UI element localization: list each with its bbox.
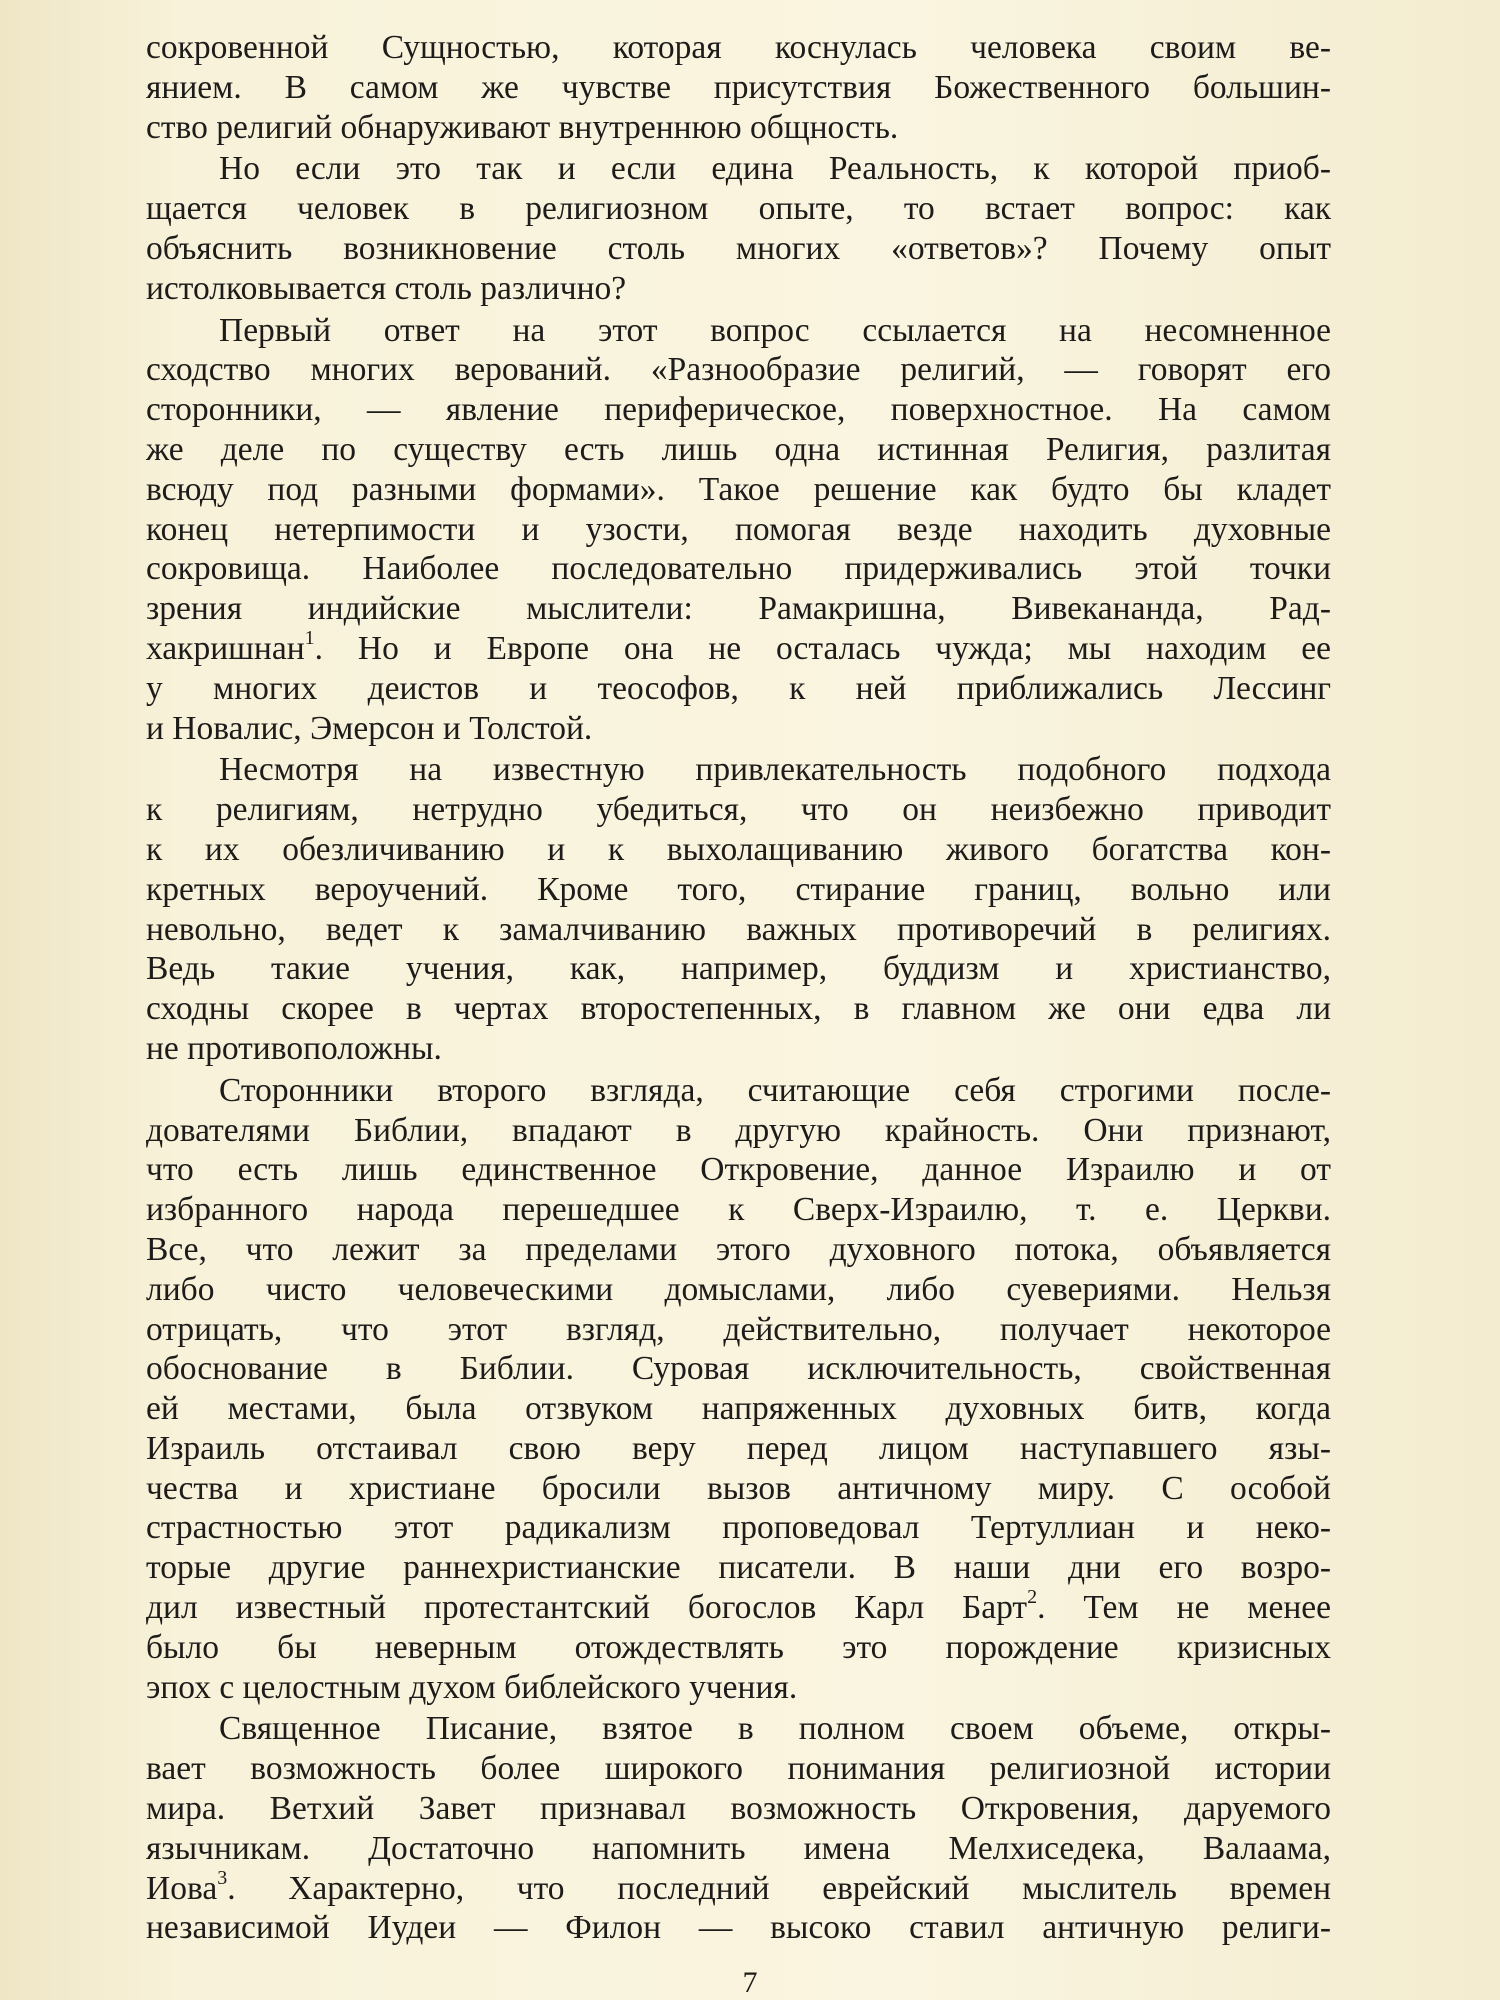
text-line: Священное Писание, взятое в полном своем объеме, откры- [219, 1710, 1331, 1748]
text-line: мира. Ветхий Завет признавал возможность Откровения, даруемого [146, 1790, 1331, 1828]
text-line: ство религий обнаруживают внутреннюю общность. [146, 108, 899, 146]
footnote-marker: 3 [217, 1866, 228, 1889]
paragraph [146, 149, 1331, 308]
text-line: страстностью этот радикализм проповедовал Тертуллиан и неко- [146, 1509, 1331, 1547]
text-line: что есть лишь единственное Откровение, данное Израилю и от [146, 1151, 1331, 1189]
text-line: дил известный протестантский богослов Карл Барт$^2$. Тем не менее [146, 1585, 1331, 1627]
text-line: к религиям, нетрудно убедиться, что он неизбежно приводит [146, 791, 1331, 829]
paragraph [146, 1709, 1331, 1948]
text-line: объяснить возникновение столь многих «ответов»? Почему опыт [146, 229, 1331, 267]
text-line: отрицать, что этот взгляд, действительно, получает некоторое [146, 1310, 1331, 1348]
paragraph [146, 750, 1331, 1068]
text-line: обоснование в Библии. Суровая исключительность, свойственная [146, 1350, 1331, 1388]
page-number: 7 [742, 1966, 758, 1999]
text-line: Несмотря на известную привлекательность подобного подхода [219, 751, 1331, 789]
text-line: эпох с целостным духом библейского учения. [146, 1668, 798, 1706]
text-line: независимой Иудеи — Филон — высоко ставил античную религи- [146, 1909, 1331, 1947]
text-line: конец нетерпимости и узости, помогая везде находить духовные [146, 510, 1331, 548]
paragraph [146, 311, 1331, 749]
body-text [146, 28, 1331, 1948]
footnote-marker: 2 [1027, 1585, 1038, 1608]
text-line: сторонники, — явление периферическое, поверхностное. На самом [146, 391, 1331, 429]
text-line: Израиль отстаивал свою веру перед лицом наступавшего язы- [146, 1429, 1331, 1467]
text-line: либо чисто человеческими домыслами, либо суевериями. Нельзя [146, 1270, 1331, 1308]
text-line: язычникам. Достаточно напомнить имена Мелхиседека, Валаама, [146, 1829, 1331, 1867]
text-line: у многих деистов и теософов, к ней приближались Лессинг [146, 669, 1331, 707]
text-line: не противоположны. [146, 1029, 442, 1067]
text-line: щается человек в религиозном опыте, то встает вопрос: как [146, 190, 1331, 228]
text-line: избранного народа перешедшее к Сверх-Израилю, т. е. Церкви. [146, 1191, 1331, 1229]
text-line: Все, что лежит за пределами этого духовного потока, объявляется [146, 1230, 1331, 1268]
text-line: ей местами, была отзвуком напряженных духовных битв, когда [146, 1390, 1331, 1428]
text-line: янием. В самом же чувстве присутствия Божественного большин- [146, 68, 1331, 106]
text-line: зрения индийские мыслители: Рамакришна, Вивекананда, Рад- [146, 590, 1331, 628]
text-line: дователями Библии, впадают в другую крайность. Они признают, [146, 1111, 1331, 1149]
text-line: к их обезличиванию и к выхолащиванию живого богатства кон- [146, 830, 1331, 868]
text-line: сокровенной Сущностью, которая коснулась человека своим ве- [146, 29, 1331, 66]
paragraph [146, 1071, 1331, 1708]
text-line: было бы неверным отождествлять это порождение кризисных [146, 1628, 1331, 1666]
text-line: хакришнан$^1$. Но и Европе она не осталась чужда; мы находим ее [146, 626, 1331, 667]
text-line: и Новалис, Эмерсон и Толстой. [146, 709, 593, 747]
text-line: Первый ответ на этот вопрос ссылается на несомненное [219, 311, 1331, 349]
text-line: всюду под разными формами». Такое решение как будто бы кладет [146, 470, 1331, 508]
text-line: Ведь такие учения, как, например, буддизм и христианство, [146, 950, 1331, 988]
text-line: кретных вероучений. Кроме того, стирание границ, вольно или [146, 870, 1331, 908]
text-line: Иова$^3$. Характерно, что последний еврейский мыслитель времен [146, 1866, 1331, 1907]
text-line: чества и христиане бросили вызов античному миру. С особой [146, 1469, 1331, 1507]
text-line: Сторонники второго взгляда, считающие себя строгими после- [219, 1071, 1331, 1109]
text-line: сходны скорее в чертах второстепенных, в главном же они едва ли [146, 990, 1331, 1028]
text-line: сходство многих верований. «Разнообразие религий, — говорят его [146, 351, 1331, 389]
text-line: же деле по существу есть лишь одна истинная Религия, разлитая [146, 430, 1331, 468]
text-line: вает возможность более широкого понимания религиозной истории [146, 1750, 1331, 1788]
text-line: истолковывается столь различно? [146, 269, 627, 307]
paragraph [146, 28, 1331, 147]
text-line: Но если это так и если едина Реальность, к которой приоб- [219, 150, 1331, 188]
text-line: сокровища. Наиболее последовательно придерживались этой точки [146, 550, 1331, 588]
text-line: торые другие раннехристианские писатели. В наши дни его возро- [146, 1549, 1331, 1587]
footnote-marker: 1 [304, 626, 315, 649]
text-line: невольно, ведет к замалчиванию важных противоречий в религиях. [146, 910, 1331, 948]
